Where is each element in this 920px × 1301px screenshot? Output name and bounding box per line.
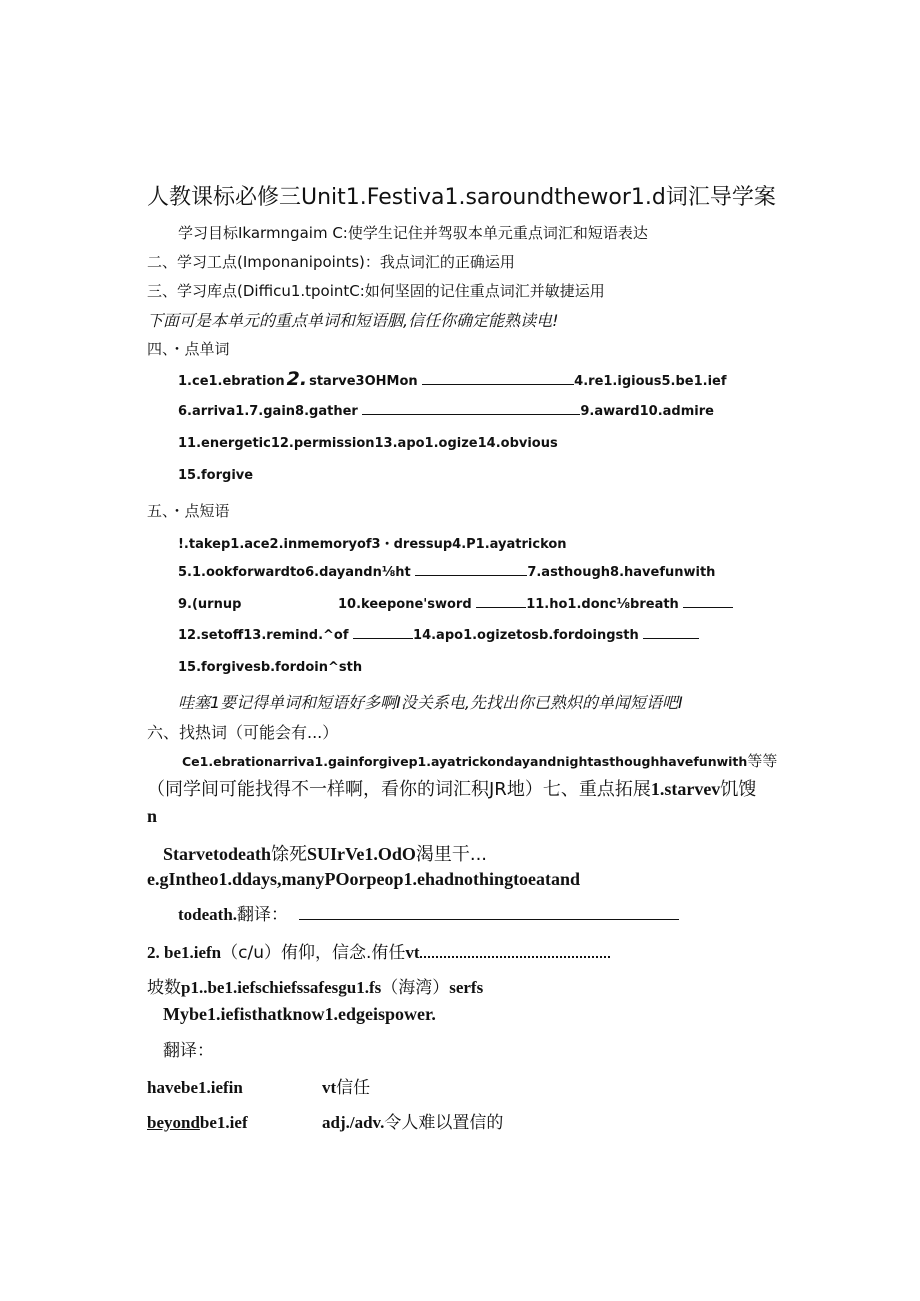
phrases-line-5: 15.forgivesb.fordoin^sth xyxy=(178,660,363,675)
difficult-points: 三、学习库点(Difficu1.tpointC:如何坚固的记住重点词汇并敏捷运用 xyxy=(147,282,605,300)
find-heading: 六、找热词（可能会有...） xyxy=(147,723,339,742)
beyond-belief-line: beyondbe1.ief adj./adv.令人难以置信的 xyxy=(147,1113,504,1133)
phrases-line-2: 5.1.ookforwardto6.dayandn⅛ht 7.asthough8.havefunwith xyxy=(178,565,716,580)
words-line-3: 11.energetic12.permission13.apo1.ogize14.obvious xyxy=(178,436,558,451)
learning-objective: 学习目标Ikarmngaim C:使学生记住并驾驭本单元重点词汇和短语表达 xyxy=(178,224,648,242)
words-line-2: 6.arriva1.7.gain8.gather 9.award10.admire xyxy=(178,404,714,419)
phrases-line-4: 12.setoff13.remind.^of 14.apo1.ogizetosb.fordoingsth xyxy=(178,628,699,643)
belief-plural: 坡数p1..be1.iefschiefssafesgu1.fs（海湾）serfs xyxy=(147,978,484,998)
page-title: 人教课标必修三Unit1.Festiva1.saroundthewor1.d词汇导学案 xyxy=(147,185,776,210)
answer-blank xyxy=(415,574,527,576)
find-note: （同学间可能找得不一样啊，看你的词汇积JR地）七、重点拓展1.starvev饥馊 xyxy=(147,779,757,800)
phrases-line-3: 9.(urnup 10.keepone'sword 11.ho1.donc⅛breath xyxy=(178,597,733,612)
starve-line: Starvetodeath馀死SUIrVe1.OdO渴里干... xyxy=(163,844,488,865)
belief-example: Mybe1.iefisthatknow1.edgeispower. xyxy=(163,1004,436,1024)
translation-blank xyxy=(299,918,679,920)
answer-blank xyxy=(353,637,413,639)
encourage-note: 哇塞1要记得单词和短语好多啊I没关系电,先找出你已熟炽的单闻短语吧I xyxy=(178,693,683,712)
words-line-1: 1.ce1.ebration 2. starve3OHMon 4.re1.igious5.be1.ief xyxy=(178,368,727,390)
item-number-2: 2. xyxy=(286,368,308,390)
starve-translate: todeath.翻译： xyxy=(178,900,679,925)
answer-blank xyxy=(362,413,580,415)
have-belief-line: havebe1.iefin vt信任 xyxy=(147,1078,371,1098)
noun-letter: n xyxy=(147,806,158,826)
answer-blank xyxy=(422,383,574,385)
belief-translate: 翻译： xyxy=(163,1041,214,1061)
answer-blank xyxy=(683,606,733,608)
find-words: Ce1.ebrationarriva1.gainforgivep1.ayatrickondayandnightasthoughhavefunwith等等 xyxy=(182,752,778,770)
key-points: 二、学习工点(Imponanipoints)：我点词汇的正确运用 xyxy=(147,253,515,271)
words-heading: 四、・点单词 xyxy=(147,340,230,358)
phrases-line-1: !.takep1.ace2.inmemoryof3・dressup4.P1.ayatrickon xyxy=(178,537,567,552)
answer-blank xyxy=(420,956,610,958)
answer-blank xyxy=(476,606,526,608)
intro-note: 下面可是本单元的重点单词和短语胭,信任你确定能熟读电! xyxy=(147,311,559,330)
belief-line: 2. be1.iefn（c/u）侑仰，信念.侑任vt xyxy=(147,938,610,963)
starve-example: e.gIntheo1.ddays,manyPOorpeop1.ehadnothingtoeatand xyxy=(147,869,581,889)
answer-blank xyxy=(643,637,699,639)
phrases-heading: 五、・点短语 xyxy=(147,502,230,520)
words-line-4: 15.forgive xyxy=(178,468,254,483)
